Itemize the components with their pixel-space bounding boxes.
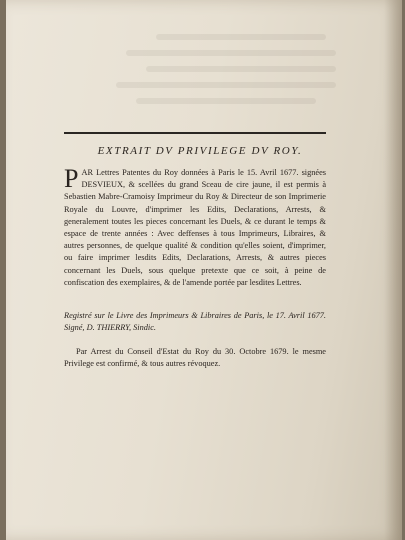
section-heading: EXTRAIT DV PRIVILEGE DV ROY. — [97, 145, 303, 157]
privilege-paragraph — [64, 164, 326, 289]
arrest-paragraph: Par Arrest du Conseil d'Estat du Roy du 30. Octobre 1679. le mesme Privilege est confirmé, & tous autres révoquez. — [64, 347, 326, 369]
drop-cap: P — [64, 164, 79, 193]
registration-text: Registré sur le Livre des Imprimeurs & Libraires de Paris, le 17. Avril 1677. Signé, D. THIERRY, Sindic. — [64, 311, 326, 333]
privilege-text: AR Lettres Patentes du Roy données à Paris le 15. Avril 1677. signées DESVIEUX, & scellées du grand Sceau de cire jaune, il est permis à Sebastien Mabre-Cramoisy Imprimeur du Roy & Directeur de son Imprimerie Royale du Louvre, d'imprimer les Edits, Declarations, Arrests, & generalement toutes les pieces concernant les Duels, & ce durant le temps & espace de trente années : Avec deffenses à tous Imprimeurs, Libraires, & autres personnes, de quelque qualité & condition qu'elles soient, d'imprimer, ou faire imprimer lesdits Edits, Declarations, Arrests, & autres pieces concernant les Duels, sous quelque pretexte que ce soit, à peine de confiscation des exemplaires, & de l'amende portée par lesdites Lettres. — [64, 168, 326, 287]
show-through-text — [6, 30, 402, 120]
registration-note — [64, 310, 326, 334]
horizontal-rule — [64, 132, 326, 134]
printed-page — [6, 0, 402, 540]
page-edge-shadow — [384, 0, 402, 540]
